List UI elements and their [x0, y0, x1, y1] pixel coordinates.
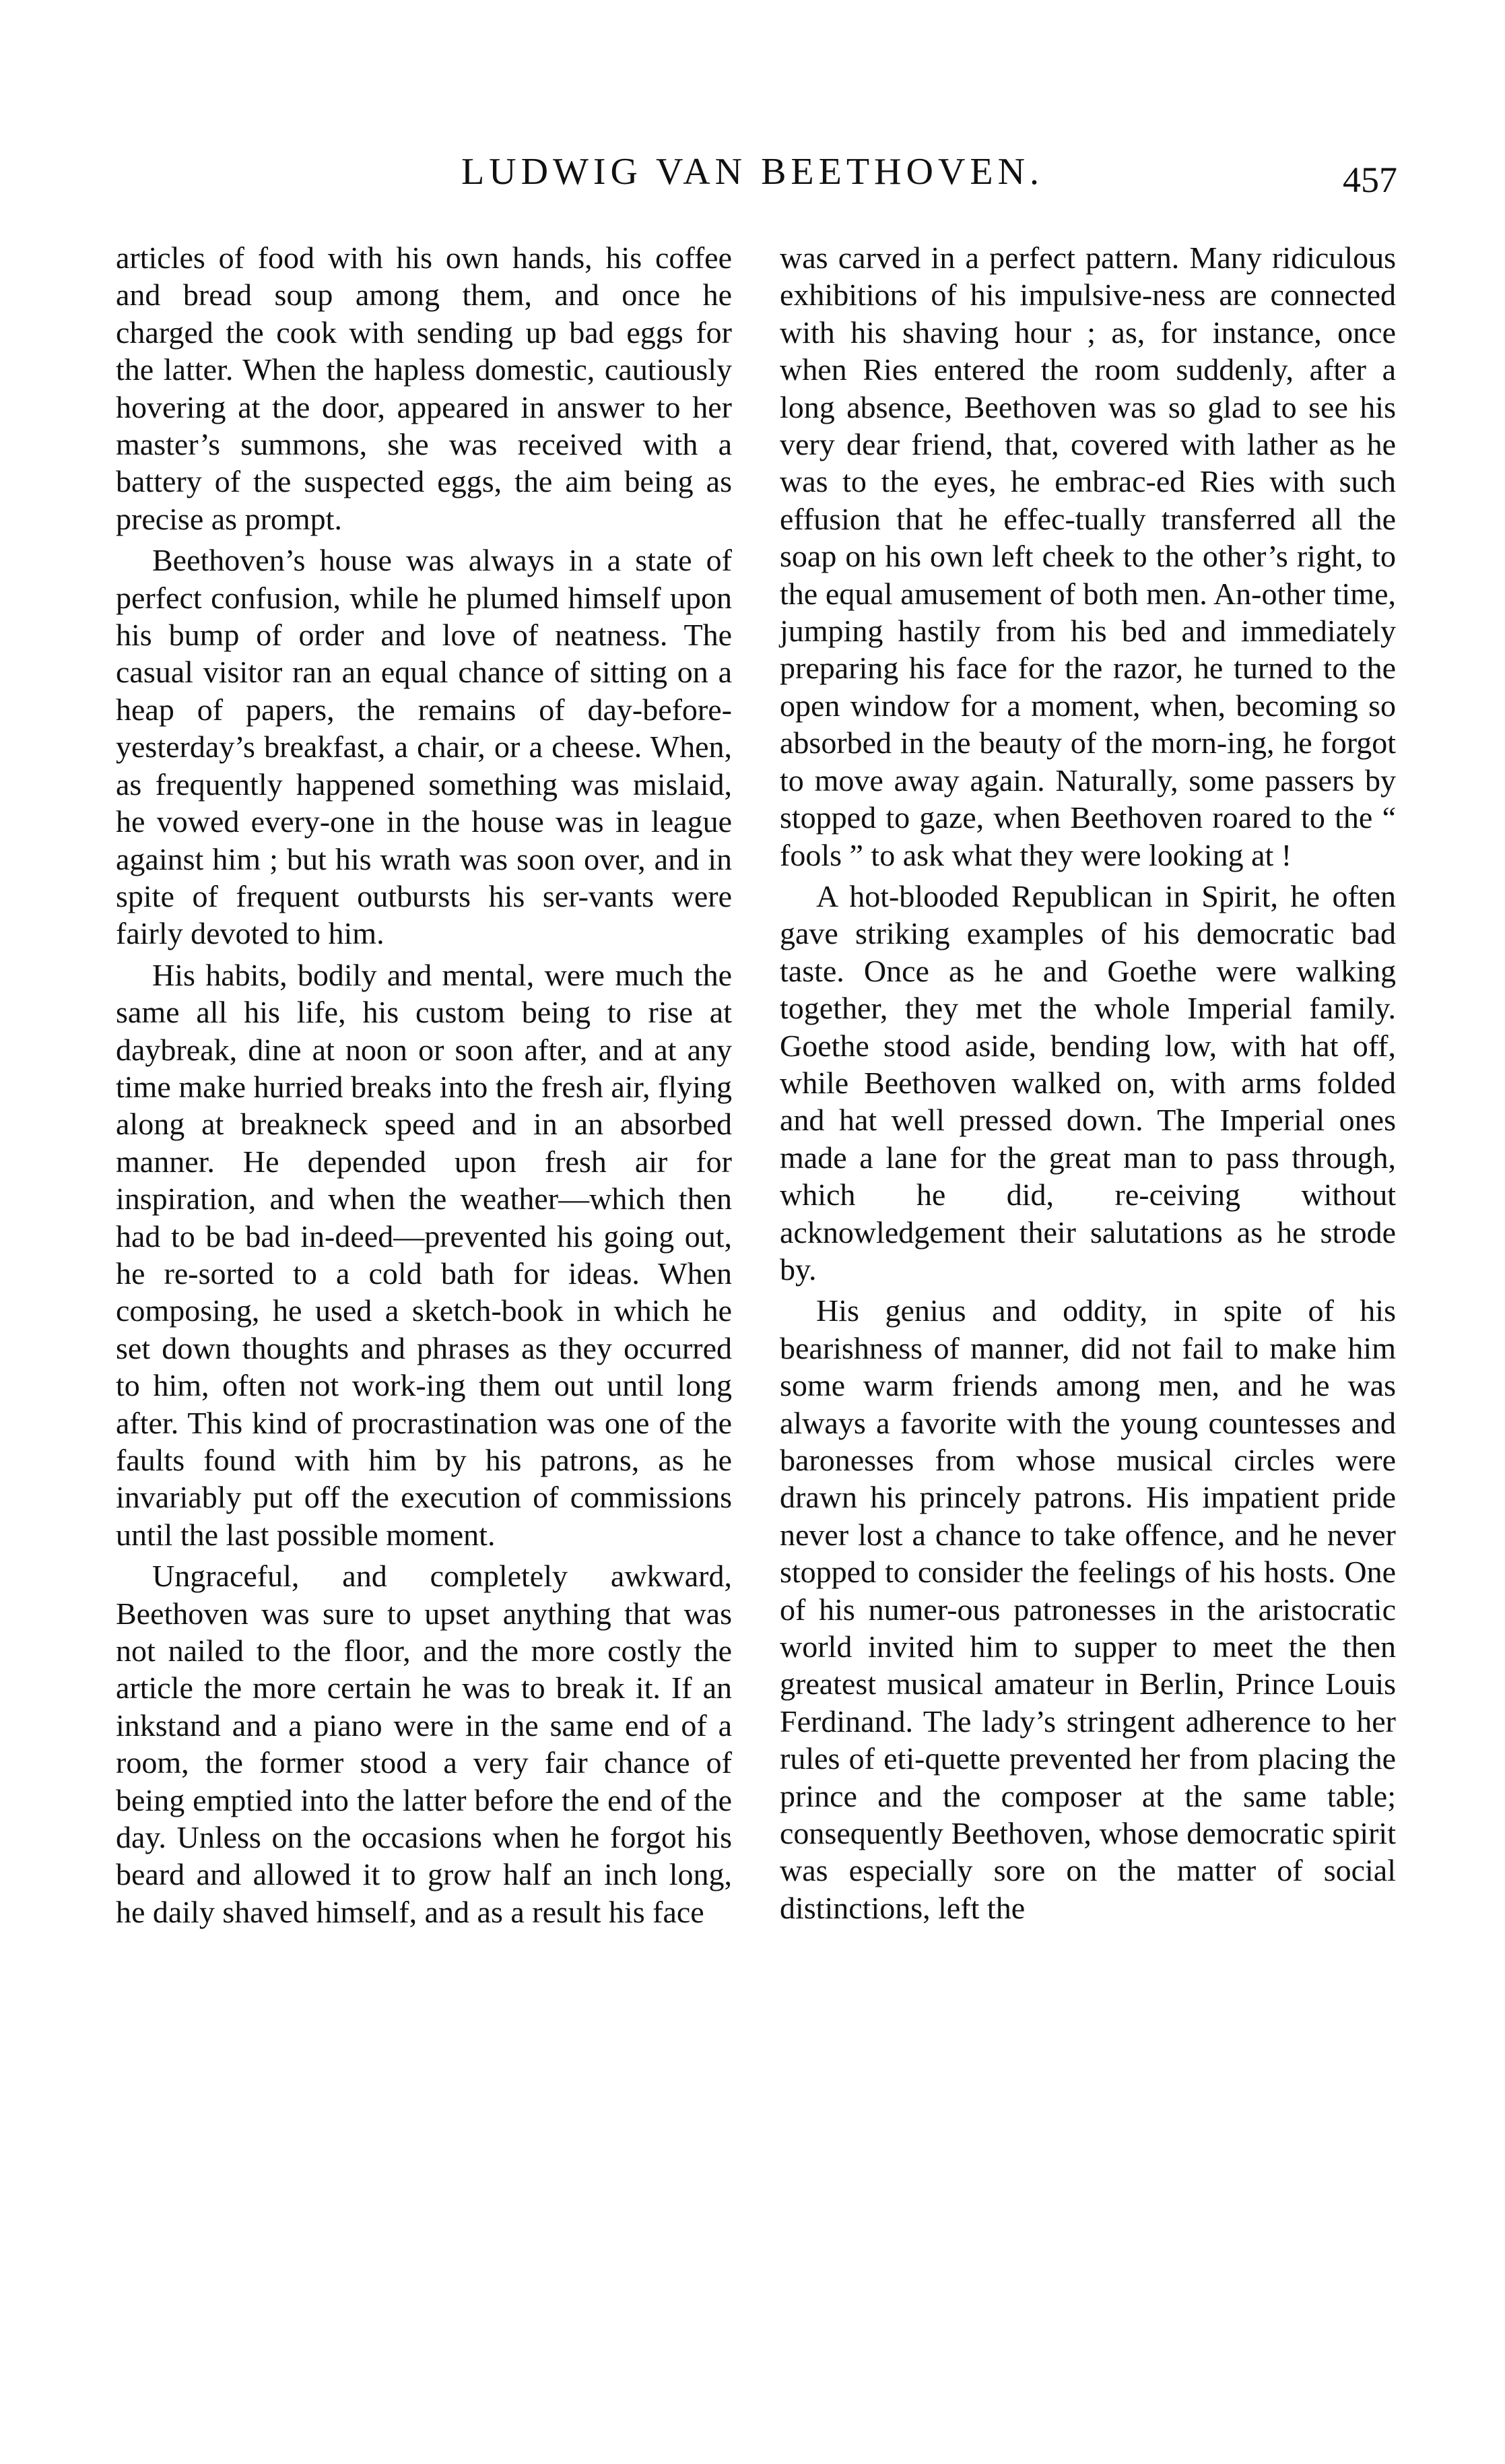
- left-column: [116, 239, 732, 1931]
- paragraph: articles of food with his own hands, his coffee and bread soup among them, and once he charged the cook with sending up bad eggs for the latter. When the hapless domestic, cautiously hovering at the door, appeared in answer to her master’s summons, she was received with a battery of the suspected eggs, the aim being as precise as prompt.: [116, 240, 732, 536]
- paragraph: A hot-blooded Republican in Spirit, he often gave striking examples of his democratic bad taste. Once as he and Goethe were walking together, they met the whole Imperial family. Goethe stood aside, bending low, with hat off, while Beethoven walked on, with arms folded and hat well pressed down. The Imperial ones made a lane for the great man to pass through, which he did, re-ceiving without acknowledgement their salutations as he strode by.: [780, 878, 1396, 1287]
- paragraph: Beethoven’s house was always in a state of perfect confusion, while he plumed himself upon his bump of order and love of neatness. The casual visitor ran an equal chance of sitting on a heap of papers, the remains of day-before-yesterday’s breakfast, a chair, or a cheese. When, as frequently happened something was mislaid, he vowed every-one in the house was in league against him ; but his wrath was soon over, and in spite of frequent outbursts his ser-vants were fairly devoted to him.: [116, 543, 732, 951]
- page-number: 457: [1343, 160, 1397, 200]
- paragraph: was carved in a perfect pattern. Many ridiculous exhibitions of his impulsive-ness are connected with his shaving hour ; as, for instance, once when Ries entered the room suddenly, after a long absence, Beethoven was so glad to see his very dear friend, that, covered with lather as he was to the eyes, he embrac-ed Ries with such effusion that he effec-tually transferred all the soap on his own left cheek to the other’s right, to the equal amusement of both men. An-other time, jumping hastily from his bed and immediately preparing his face for the razor, he turned to the open window for a moment, when, becoming so absorbed in the beauty of the morn-ing, he forgot to move away again. Naturally, some passers by stopped to gaze, when Beethoven roared to the “ fools ” to ask what they were looking at !: [780, 240, 1396, 872]
- paragraph: His habits, bodily and mental, were much the same all his life, his custom being to rise at daybreak, dine at noon or soon after, and at any time make hurried breaks into the fresh air, flying along at breakneck speed and in an absorbed manner. He depended upon fresh air for inspiration, and when the weather—which then had to be bad in-deed—prevented his going out, he re-sorted to a cold bath for ideas. When composing, he used a sketch-book in which he set down thoughts and phrases as they occurred to him, often not work-ing them out until long after. This kind of procrastination was one of the faults found with him by his patrons, as he invariably put off the execution of commissions until the last possible moment.: [116, 957, 732, 1552]
- page-header: [0, 145, 1505, 199]
- running-title: LUDWIG VAN BEETHOVEN.: [461, 151, 1044, 193]
- paragraph: His genius and oddity, in spite of his bearishness of manner, did not fail to make him some warm friends among men, and he was always a favorite with the young countesses and baronesses from whose musical circles were drawn his princely patrons. His impatient pride never lost a chance to take offence, and he never stopped to consider the feelings of his hosts. One of his numer-ous patronesses in the aristocratic world invited him to supper to meet the then greatest musical amateur in Berlin, Prince Louis Ferdinand. The lady’s stringent adherence to her rules of eti-quette prevented her from placing the prince and the composer at the same table; consequently Beethoven, whose democratic spirit was especially sore on the matter of social distinctions, left the: [780, 1293, 1396, 1925]
- right-column: [780, 239, 1396, 1926]
- paragraph: Ungraceful, and completely awkward, Beethoven was sure to upset anything that was not nailed to the floor, and the more costly the article the more certain he was to break it. If an inkstand and a piano were in the same end of a room, the former stood a very fair chance of being emptied into the latter before the end of the day. Unless on the occasions when he forgot his beard and allowed it to grow half an inch long, he daily shaved himself, and as a result his face: [116, 1559, 732, 1929]
